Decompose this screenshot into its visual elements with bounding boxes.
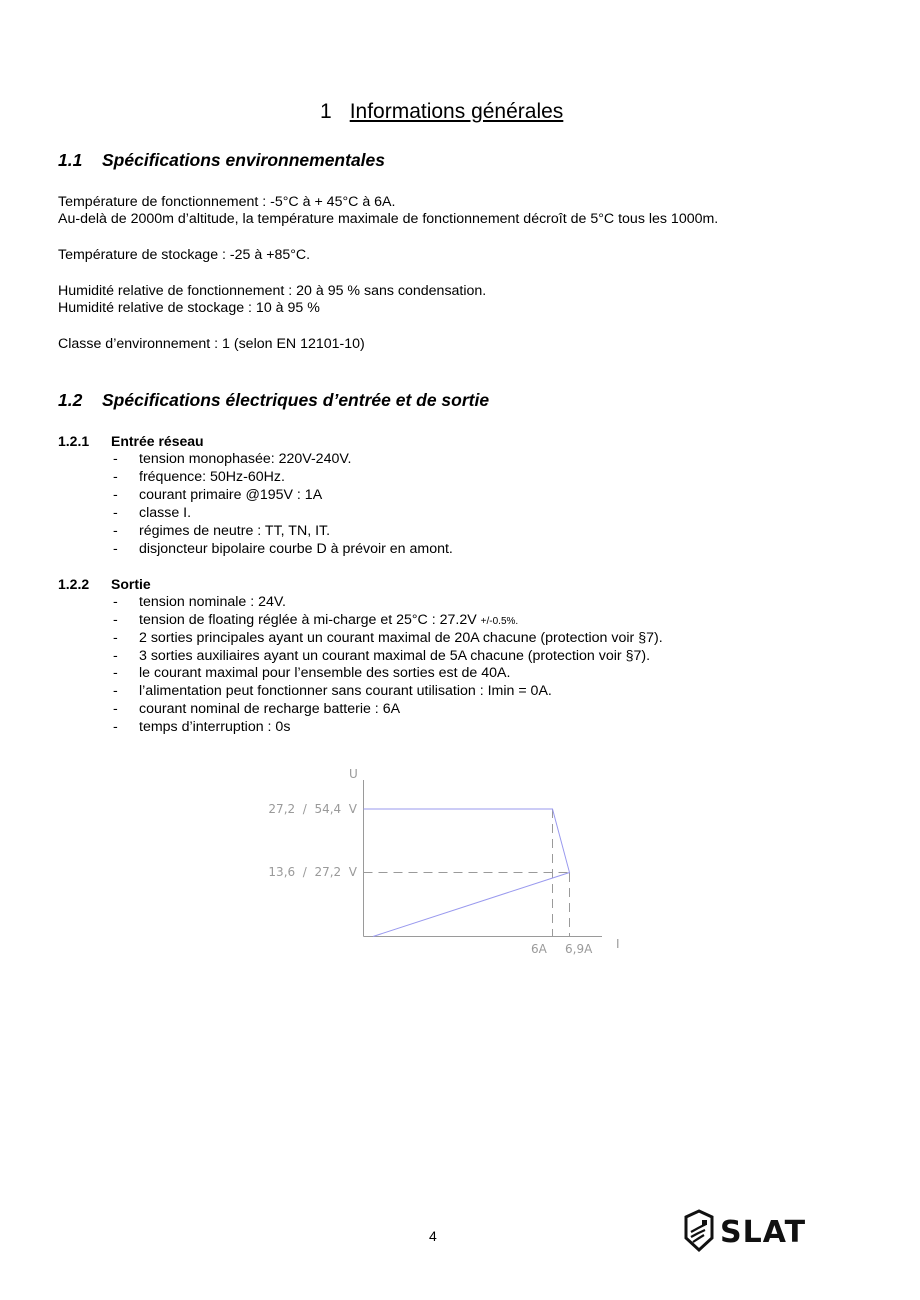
shield-icon (686, 1211, 712, 1250)
y-axis-label: U (349, 767, 358, 781)
list-item-text: 2 sorties principales ayant un courant maximal de 20A chacune (protection voir §7). (139, 630, 663, 646)
section-number: 1.2.2 (58, 576, 90, 592)
list-item-text: classe I. (139, 505, 192, 521)
paragraph: Classe d’environnement : 1 (selon EN 12101-10) (58, 336, 365, 352)
bullet-dash: - (113, 719, 118, 735)
heading-title: Informations générales (349, 100, 564, 123)
list-item-text: fréquence: 50Hz-60Hz. (139, 469, 285, 485)
logo-text: SLAT (720, 1215, 807, 1250)
bullet-dash: - (113, 505, 118, 521)
list-item-text: tension de floating réglée à mi-charge et 25°C : 27.2V (139, 612, 477, 628)
section-title: Entrée réseau (111, 433, 204, 449)
list-item-text: tension nominale : 24V. (139, 594, 286, 610)
section-title: Spécifications environnementales (102, 150, 386, 170)
list-item-text: le courant maximal pour l’ensemble des sorties est de 40A. (139, 665, 511, 681)
section-title: Spécifications électriques d’entrée et de sortie (102, 390, 490, 410)
bullet-dash: - (113, 701, 118, 717)
bullet-dash: - (113, 594, 118, 610)
bullet-dash: - (113, 451, 118, 467)
paragraph: Température de fonctionnement : -5°C à + 45°C à 6A. (58, 194, 396, 210)
list-item-text: temps d’interruption : 0s (139, 719, 291, 735)
bullet-dash: - (113, 523, 118, 539)
section-number: 1.2 (58, 390, 83, 410)
y-label-low: 13,6 / 27,2 V (268, 865, 357, 879)
paragraph: Au-delà de 2000m d’altitude, la température maximale de fonctionnement décroît de 5°C tous les 1000m. (58, 211, 719, 227)
x-label-6a: 6A (531, 942, 547, 956)
section-number: 1.2.1 (58, 433, 90, 449)
list-item-text: disjoncteur bipolaire courbe D à prévoir en amont. (139, 541, 453, 557)
bullet-dash: - (113, 648, 118, 664)
list-item-text: courant nominal de recharge batterie : 6A (139, 701, 401, 717)
y-label-high: 27,2 / 54,4 V (268, 802, 357, 816)
x-label-6-9a: 6,9A (565, 942, 593, 956)
bullet-dash: - (113, 665, 118, 681)
section-title: Sortie (111, 576, 151, 592)
section-number: 1.1 (58, 150, 83, 170)
paragraph: Humidité relative de stockage : 10 à 95 % (58, 300, 320, 316)
bullet-dash: - (113, 630, 118, 646)
list-item-text: courant primaire @195V : 1A (139, 487, 323, 503)
bullet-dash: - (113, 469, 118, 485)
paragraph: Température de stockage : -25 à +85°C. (58, 247, 311, 263)
page-number: 4 (429, 1228, 437, 1244)
bullet-dash: - (113, 612, 118, 628)
list-item-text: régimes de neutre : TT, TN, IT. (139, 523, 331, 539)
x-axis-label: I (616, 937, 620, 951)
list-item-text: tension monophasée: 220V-240V. (139, 451, 352, 467)
heading-number: 1 (320, 100, 332, 123)
bullet-dash: - (113, 541, 118, 557)
bullet-dash: - (113, 683, 118, 699)
bullet-dash: - (113, 487, 118, 503)
list-item-text: l’alimentation peut fonctionner sans courant utilisation : Imin = 0A. (139, 683, 552, 699)
slat-logo (682, 1208, 818, 1259)
tolerance-text: +/-0.5%. (480, 616, 519, 627)
list-item-text: 3 sorties auxiliaires ayant un courant maximal de 5A chacune (protection voir §7). (139, 648, 651, 664)
paragraph: Humidité relative de fonctionnement : 20 à 95 % sans condensation. (58, 283, 487, 299)
